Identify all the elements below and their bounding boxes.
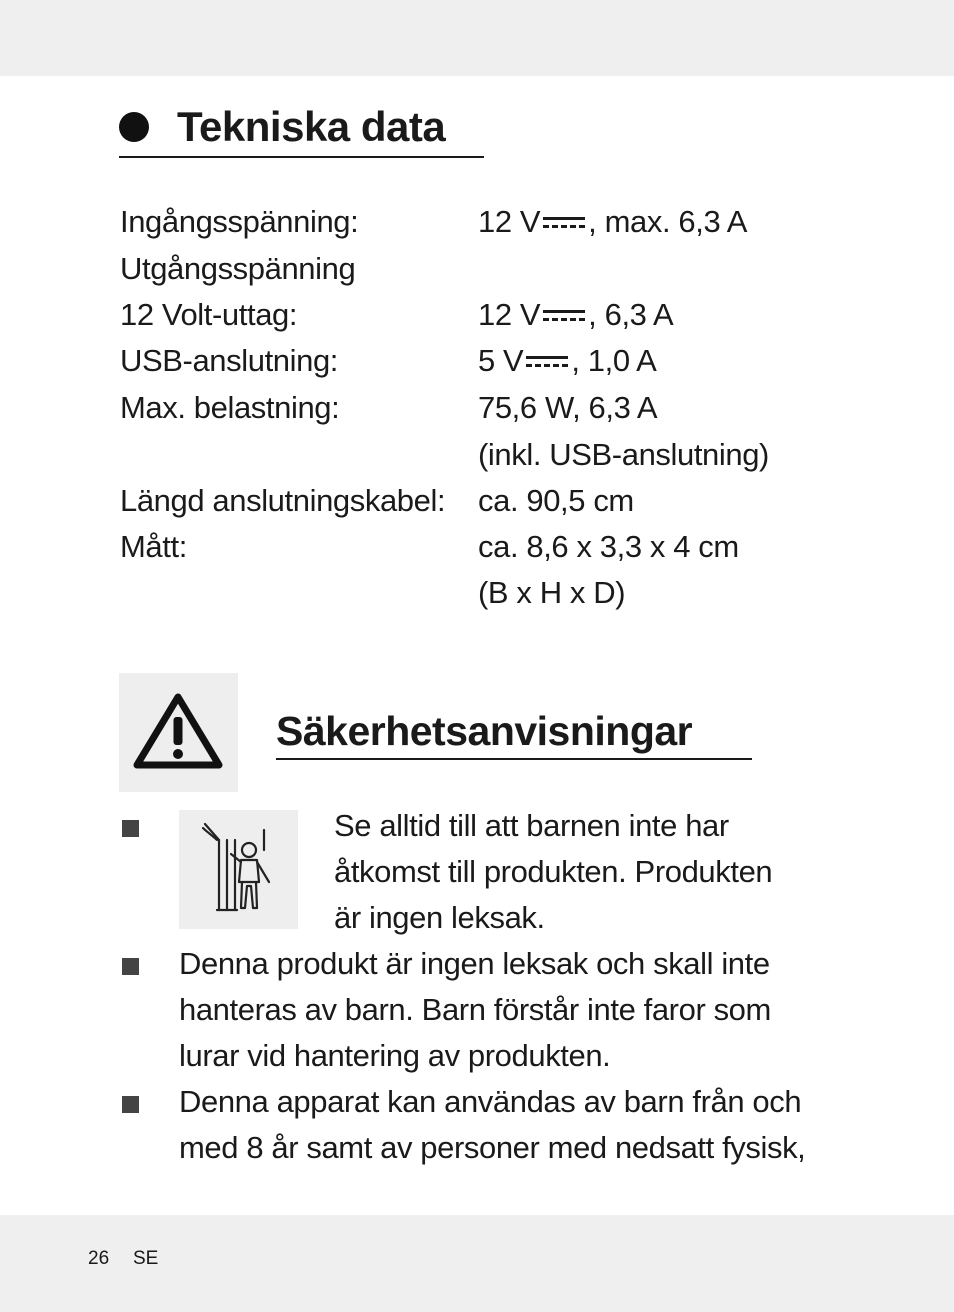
spec-voltage: 12 V xyxy=(478,204,541,239)
spec-value xyxy=(478,292,673,338)
section-heading-tekniska-data xyxy=(119,100,484,158)
list-bullet xyxy=(122,1096,139,1113)
section-title: Tekniska data xyxy=(177,103,446,150)
text-line: med 8 år samt av personer med nedsatt fysisk, xyxy=(179,1130,806,1165)
text-line: Denna produkt är ingen leksak och skall inte xyxy=(179,946,770,981)
safety-title: Säkerhetsanvisningar xyxy=(276,708,693,754)
spec-label: Ingångsspänning: xyxy=(120,204,359,239)
top-margin-band xyxy=(0,0,954,76)
spec-voltage: 5 V xyxy=(478,343,524,378)
warning-triangle-icon xyxy=(119,673,238,792)
language-code: SE xyxy=(133,1248,159,1269)
spec-value-note: (inkl. USB-anslutning) xyxy=(478,437,769,472)
spec-value xyxy=(478,199,747,245)
spec-label: Längd anslutningskabel: xyxy=(120,483,446,518)
bullet-dot-icon xyxy=(119,112,149,142)
safety-item-2 xyxy=(179,941,771,1079)
text-line: Denna apparat kan användas av barn från och xyxy=(179,1084,802,1119)
spec-label: USB-anslutning: xyxy=(120,343,339,378)
child-hazard-icon xyxy=(179,810,298,929)
spec-label: 12 Volt-uttag: xyxy=(120,297,298,332)
dc-symbol-icon xyxy=(543,305,585,327)
text-line: åtkomst till produkten. Produkten xyxy=(334,854,773,889)
spec-current: , max. 6,3 A xyxy=(588,204,748,239)
safety-item-3 xyxy=(179,1079,805,1171)
spec-value: ca. 90,5 cm xyxy=(478,483,634,518)
spec-value-note: (B x H x D) xyxy=(478,575,626,610)
spec-label: Utgångsspänning xyxy=(120,251,356,286)
section-heading-sakerhet xyxy=(276,702,752,760)
spec-current: , 6,3 A xyxy=(588,297,674,332)
spec-current: , 1,0 A xyxy=(571,343,657,378)
list-bullet xyxy=(122,958,139,975)
spec-voltage: 12 V xyxy=(478,297,541,332)
list-bullet xyxy=(122,820,139,837)
text-line: lurar vid hantering av produkten. xyxy=(179,1038,611,1073)
text-line: hanteras av barn. Barn förstår inte faror som xyxy=(179,992,771,1027)
spec-value xyxy=(478,338,656,384)
spec-label: Mått: xyxy=(120,529,187,564)
text-line: är ingen leksak. xyxy=(334,900,545,935)
spec-label: Max. belastning: xyxy=(120,390,340,425)
page-number: 26 xyxy=(88,1248,110,1269)
text-line: Se alltid till att barnen inte har xyxy=(334,808,729,843)
dc-symbol-icon xyxy=(543,212,585,234)
spec-value: ca. 8,6 x 3,3 x 4 cm xyxy=(478,529,739,564)
dc-symbol-icon xyxy=(526,351,568,373)
spec-value: 75,6 W, 6,3 A xyxy=(478,390,658,425)
safety-item-1 xyxy=(334,803,772,941)
